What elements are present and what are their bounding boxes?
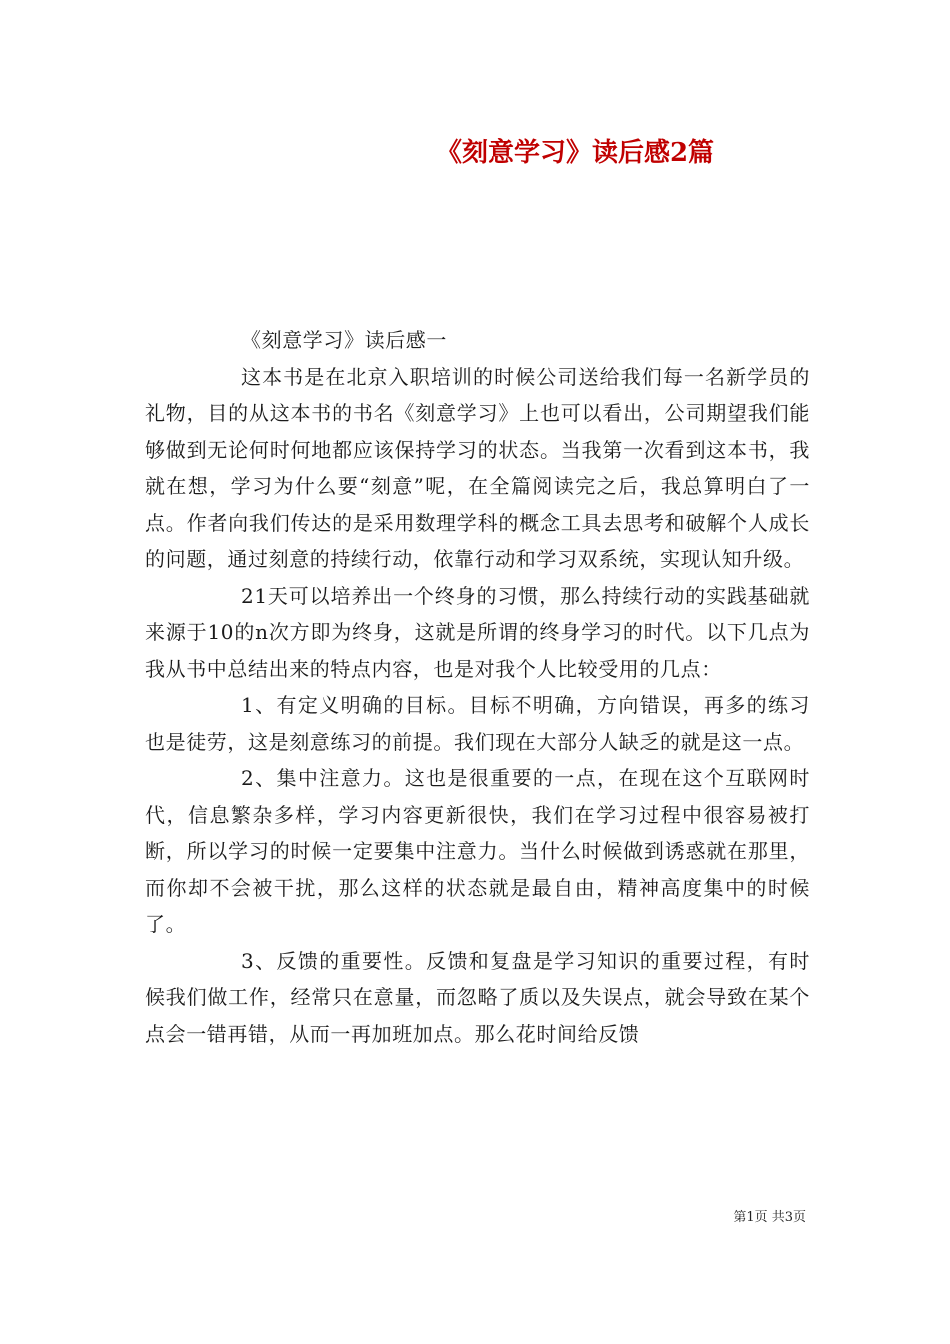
- section-heading: 《刻意学习》读后感一: [241, 328, 447, 352]
- document-body: [145, 322, 810, 1052]
- paragraph-habit: 21天可以培养出一个终身的习惯，那么持续行动的实践基础就来源于10的n次方即为终身，这就是所谓的终身学习的时代。以下几点为我从书中总结出来的特点内容，也是对我个人比较受用的几点：: [145, 583, 810, 681]
- paragraph-point-3: 3、反馈的重要性。反馈和复盘是学习知识的重要过程，有时候我们做工作，经常只在意量，而忽略了质以及失误点，就会导致在某个点会一错再错，从而一再加班加点。那么花时间给反馈: [145, 948, 810, 1046]
- page-number-footer: 第1页 共3页: [733, 1210, 806, 1225]
- paragraph-point-1: 1、有定义明确的目标。目标不明确，方向错误，再多的练习也是徒劳，这是刻意练习的前提。我们现在大部分人缺乏的就是这一点。: [145, 693, 810, 754]
- document-title: 《刻意学习》读后感2篇: [435, 138, 715, 168]
- paragraph-intro: 这本书是在北京入职培训的时候公司送给我们每一名新学员的礼物，目的从这本书的书名《刻意学习》上也可以看出，公司期望我们能够做到无论何时何地都应该保持学习的状态。当我第一次看到这本书，我就在想，学习为什么要“刻意”呢，在全篇阅读完之后，我总算明白了一点。作者向我们传达的是采用数理学科的概念工具去思考和破解个人成长的问题，通过刻意的持续行动，依靠行动和学习双系统，实现认知升级。: [145, 364, 810, 571]
- paragraph-point-2: 2、集中注意力。这也是很重要的一点，在现在这个互联网时代，信息繁杂多样，学习内容更新很快，我们在学习过程中很容易被打断，所以学习的时候一定要集中注意力。当什么时候做到诱惑就在那里，而你却不会被干扰，那么这样的状态就是最自由，精神高度集中的时候了。: [145, 766, 810, 936]
